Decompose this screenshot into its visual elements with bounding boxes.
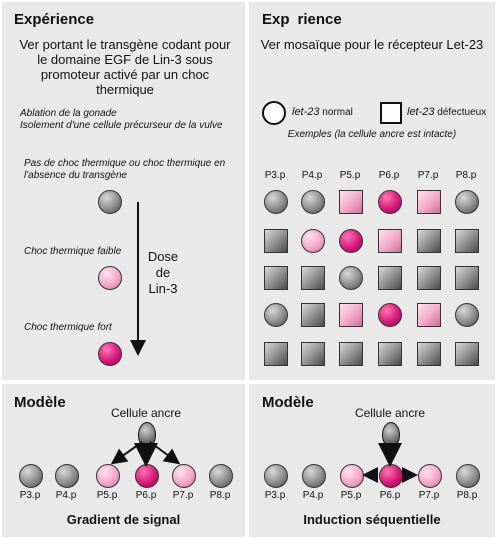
legend-defect-gene: let-23 <box>407 106 435 118</box>
column-label-p3p: P3.p <box>264 170 286 181</box>
column-label-p8p: P8.p <box>455 170 477 181</box>
panel-title-model-left: Modèle <box>14 394 66 411</box>
column-label-p5p: P5.p <box>339 170 361 181</box>
condition-weak-heat-shock: Choc thermique faible <box>24 246 122 257</box>
caption-sequential: Induction séquentielle <box>303 512 441 527</box>
caption-gradient: Gradient de signal <box>66 512 181 527</box>
bl-cell-label-p5p: P5.p <box>96 490 118 501</box>
bl-cell-label-p3p: P3.p <box>19 490 41 501</box>
bl-cell-label-p4p: P4.p <box>55 490 77 501</box>
bl-cell-label-p7p: P7.p <box>172 490 194 501</box>
experiment-notes: Ablation de la gonade Isolement d'une cellule précurseur de la vulve <box>20 108 223 131</box>
legend-normal-suffix: normal <box>319 107 353 118</box>
br-cell-label-p7p: P7.p <box>418 490 440 501</box>
anchor-cell-label-right: Cellule ancre <box>354 406 426 420</box>
br-cell-label-p6p: P6.p <box>379 490 401 501</box>
dose-label: Dose de Lin-3 <box>147 249 179 296</box>
bl-cell-label-p6p: P6.p <box>135 490 157 501</box>
legend-normal-gene: let-23 <box>292 106 320 118</box>
condition-no-heat-shock: Pas de choc thermique ou choc thermique en l'absence du transgène <box>24 158 226 181</box>
column-label-p7p: P7.p <box>417 170 439 181</box>
transgene-description: Ver portant le transgène codant pour le domaine EGF de Lin-3 sous promoteur activé par un choc thermique <box>19 37 231 97</box>
bl-cell-label-p8p: P8.p <box>209 490 231 501</box>
br-cell-label-p5p: P5.p <box>340 490 362 501</box>
panel-title-model-right: Modèle <box>262 394 314 411</box>
column-label-p4p: P4.p <box>301 170 323 181</box>
arrow-anchor-to-p5-left <box>114 442 142 462</box>
anchor-cell-label-left: Cellule ancre <box>110 406 182 420</box>
br-cell-label-p4p: P4.p <box>302 490 324 501</box>
title-part-1: Exp <box>262 11 290 28</box>
condition-strong-heat-shock: Choc thermique fort <box>24 322 112 333</box>
legend-defect-suffix: défectueux <box>434 107 487 118</box>
br-cell-label-p8p: P8.p <box>456 490 478 501</box>
br-cell-label-p3p: P3.p <box>264 490 286 501</box>
panel-title-experience: Expérience <box>14 11 95 28</box>
arrow-anchor-to-p7-left <box>150 442 177 462</box>
examples-caption: Exemples (la cellule ancre est intacte) <box>287 129 457 140</box>
column-label-p6p: P6.p <box>378 170 400 181</box>
title-part-2: rience <box>297 11 342 28</box>
mosaic-description: Ver mosaïque pour le récepteur Let-23 <box>260 37 484 52</box>
